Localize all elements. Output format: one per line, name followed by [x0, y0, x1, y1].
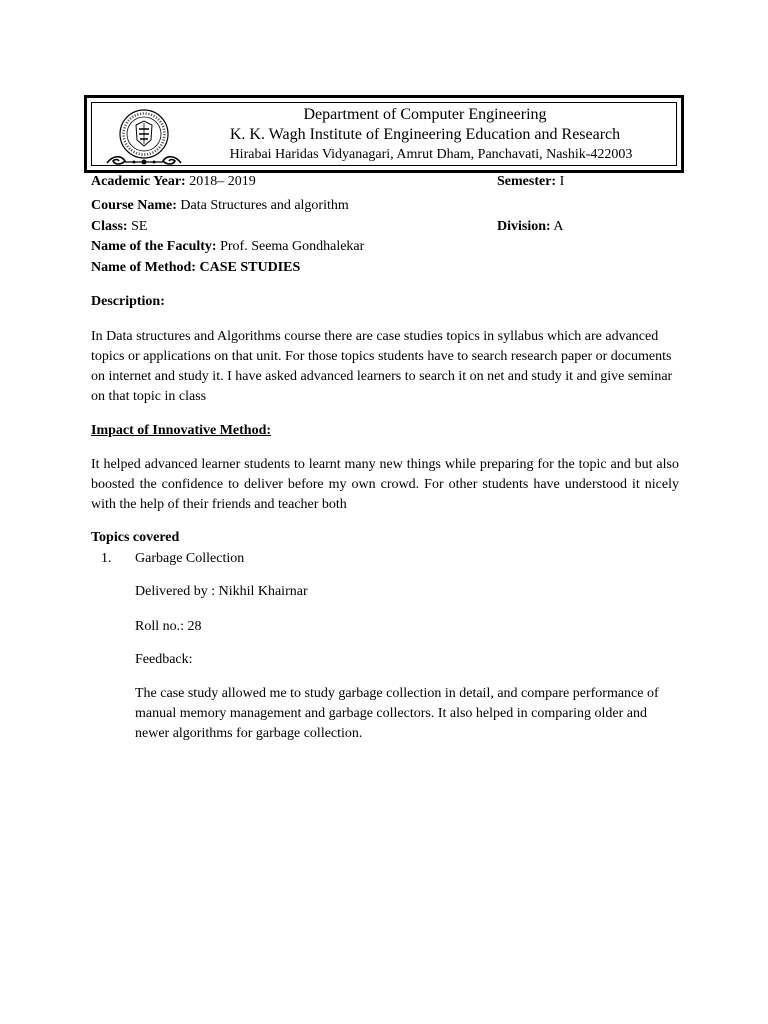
- semester-value: I: [559, 174, 565, 189]
- division-value: A: [553, 219, 564, 234]
- class-row: [91, 219, 147, 235]
- institute-address: Hirabai Haridas Vidyanagari, Amrut Dham, Panchavati, Nashik-422003: [229, 147, 633, 162]
- semester-row: [497, 174, 564, 190]
- method-row: [91, 260, 300, 276]
- semester-label: Semester:: [497, 174, 557, 189]
- topic-delivered-by: Delivered by : Nikhil Khairnar: [135, 584, 308, 599]
- academic-year-label: Academic Year:: [91, 174, 186, 189]
- faculty-label: Name of the Faculty:: [91, 239, 217, 254]
- faculty-value: Prof. Seema Gondhalekar: [220, 239, 365, 254]
- course-label: Course Name:: [91, 198, 177, 213]
- class-value: SE: [131, 219, 148, 234]
- topic-title: Garbage Collection: [135, 551, 245, 566]
- topic-feedback-text: The case study allowed me to study garbage collection in detail, and compare performance of manual memory management and garbage collectors. It also helped in comparing older and newer algorithms for garbage collection.: [135, 686, 659, 741]
- topic-feedback-label: Feedback:: [135, 652, 193, 667]
- institute-name: K. K. Wagh Institute of Engineering Education and Research: [229, 126, 621, 143]
- academic-year-value: 2018– 2019: [189, 174, 256, 189]
- impact-heading: Impact of Innovative Method:: [91, 423, 272, 438]
- course-value: Data Structures and algorithm: [180, 198, 349, 213]
- method-label: Name of Method:: [91, 260, 196, 275]
- impact-text: It helped advanced learner students to learnt many new things while preparing for the topic and but also boosted the confidence to deliver before my own crowd. For other students have understood it nicely with the help of their friends and teacher both: [91, 457, 679, 512]
- course-row: [91, 198, 349, 214]
- faculty-row: [91, 239, 364, 255]
- division-label: Division:: [497, 219, 551, 234]
- method-value: CASE STUDIES: [199, 260, 301, 275]
- topics-heading: Topics covered: [91, 530, 180, 545]
- academic-year-row: [91, 174, 256, 190]
- letterhead: [84, 95, 684, 173]
- description-heading: Description:: [91, 294, 165, 309]
- description-text: In Data structures and Algorithms course there are case studies topics in syllabus which are advanced topics or applications on that unit. For those topics students have to search research paper or documents on internet and study it. I have asked advanced learners to search it on net and study it and give seminar on that topic in class: [91, 329, 673, 404]
- class-label: Class:: [91, 219, 128, 234]
- department-name: Department of Computer Engineering: [303, 106, 547, 123]
- division-row: [497, 219, 564, 235]
- topic-number: 1.: [101, 551, 112, 566]
- topic-roll-no: Roll no.: 28: [135, 619, 202, 634]
